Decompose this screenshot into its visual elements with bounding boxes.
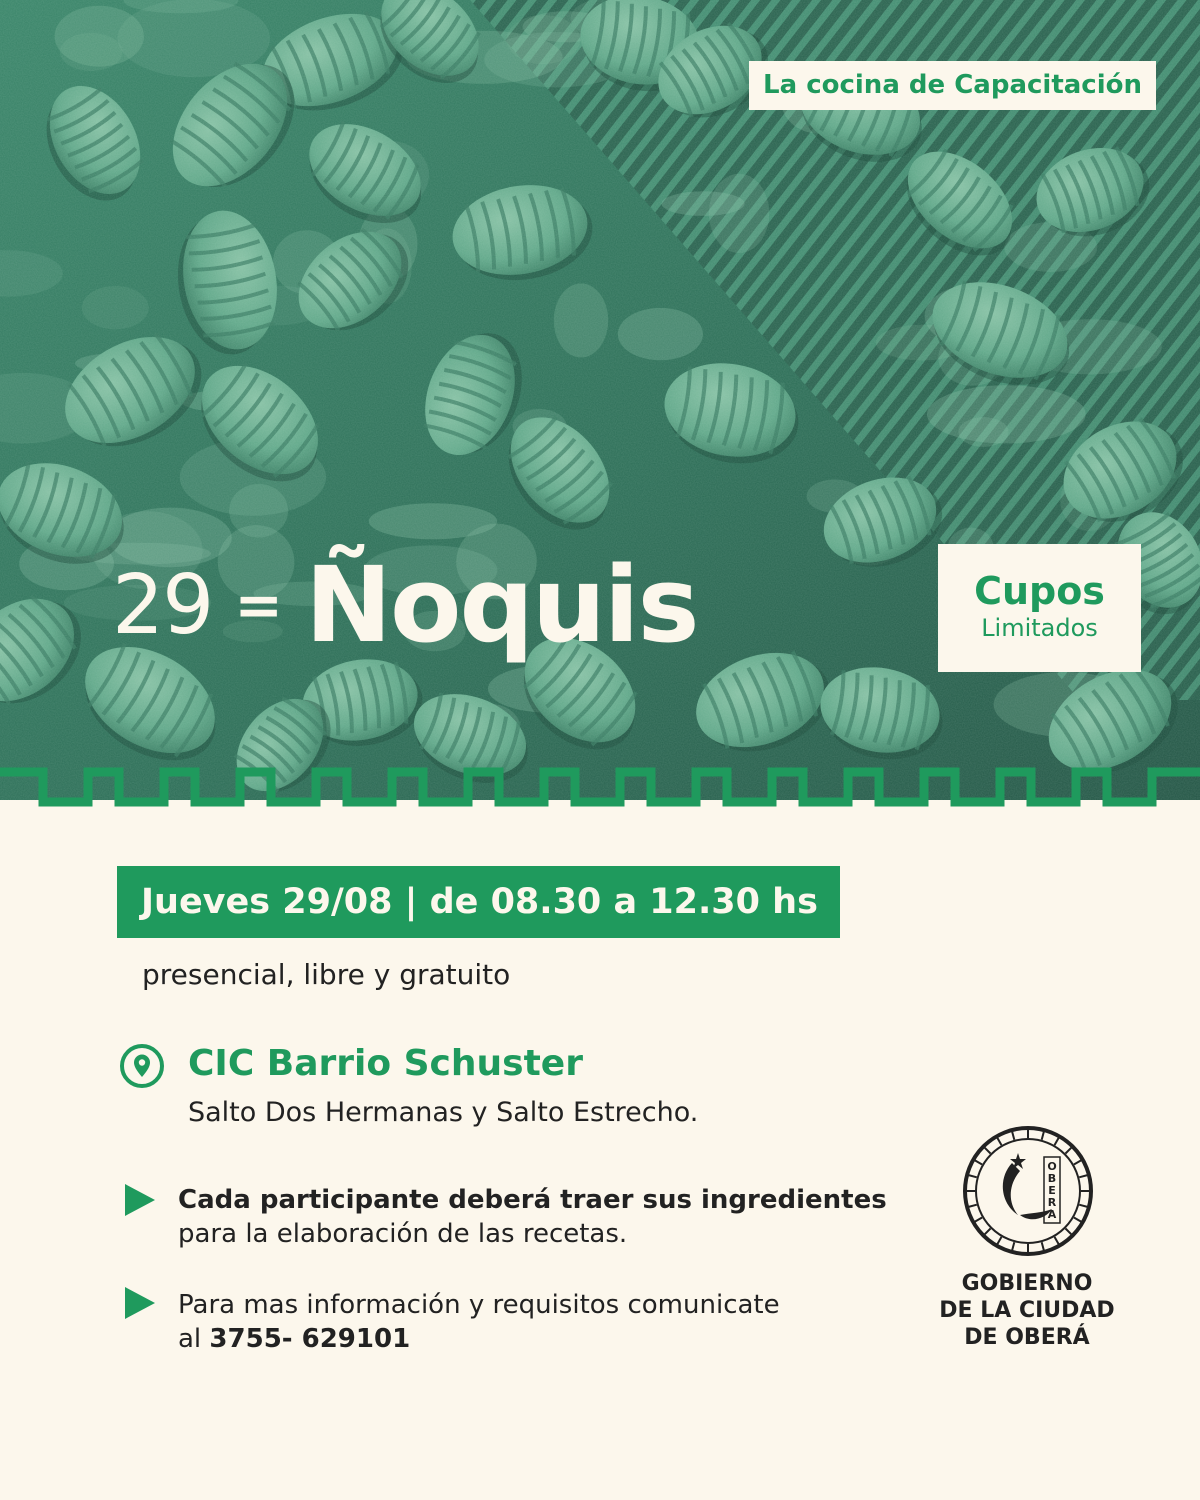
badge-line-1: Cupos: [974, 569, 1105, 613]
title-number: 29: [112, 557, 213, 653]
badge-line-2: Limitados: [981, 614, 1098, 642]
svg-text:O: O: [1047, 1160, 1057, 1173]
note-ingredients-text: para la elaboración de las recetas.: [178, 1219, 628, 1249]
play-arrow-icon: [122, 1182, 158, 1218]
place-address: Salto Dos Hermanas y Salto Estrecho.: [188, 1097, 699, 1128]
crenellated-border: [0, 764, 1200, 808]
seal-bird-icon: [1003, 1163, 1020, 1215]
contact-phone: 3755- 629101: [209, 1324, 411, 1354]
place-name: CIC Barrio Schuster: [188, 1043, 583, 1084]
note-ingredients-bold: Cada participante deberá traer sus ingredientes: [178, 1185, 887, 1215]
modality-text: presencial, libre y gratuito: [142, 958, 511, 991]
date-time-band: Jueves 29/08 | de 08.30 a 12.30 hs: [117, 866, 840, 938]
note-contact-prefix: al: [178, 1324, 210, 1354]
limited-spots-badge: [938, 544, 1141, 672]
note-ingredients: [178, 1183, 887, 1251]
event-title: [112, 540, 697, 670]
gov-line-1: GOBIERNO: [961, 1271, 1093, 1296]
svg-text:E: E: [1048, 1184, 1056, 1197]
gov-line-2: DE LA CIUDAD: [939, 1298, 1115, 1323]
gov-line-3: DE OBERÁ: [964, 1325, 1090, 1350]
title-separator: =: [234, 571, 283, 639]
note-contact-text: Para mas información y requisitos comunicate: [178, 1290, 780, 1320]
program-tag: La cocina de Capacitación: [749, 61, 1156, 110]
svg-text:B: B: [1047, 1172, 1057, 1185]
obera-seal-logo: [960, 1123, 1096, 1259]
title-word: Ñoquis: [304, 544, 698, 666]
government-name: [920, 1270, 1134, 1351]
play-arrow-icon: [122, 1285, 158, 1321]
svg-text:R: R: [1047, 1196, 1057, 1209]
svg-text:A: A: [1047, 1208, 1057, 1221]
note-contact: [178, 1288, 780, 1356]
location-pin-icon: [119, 1043, 165, 1089]
